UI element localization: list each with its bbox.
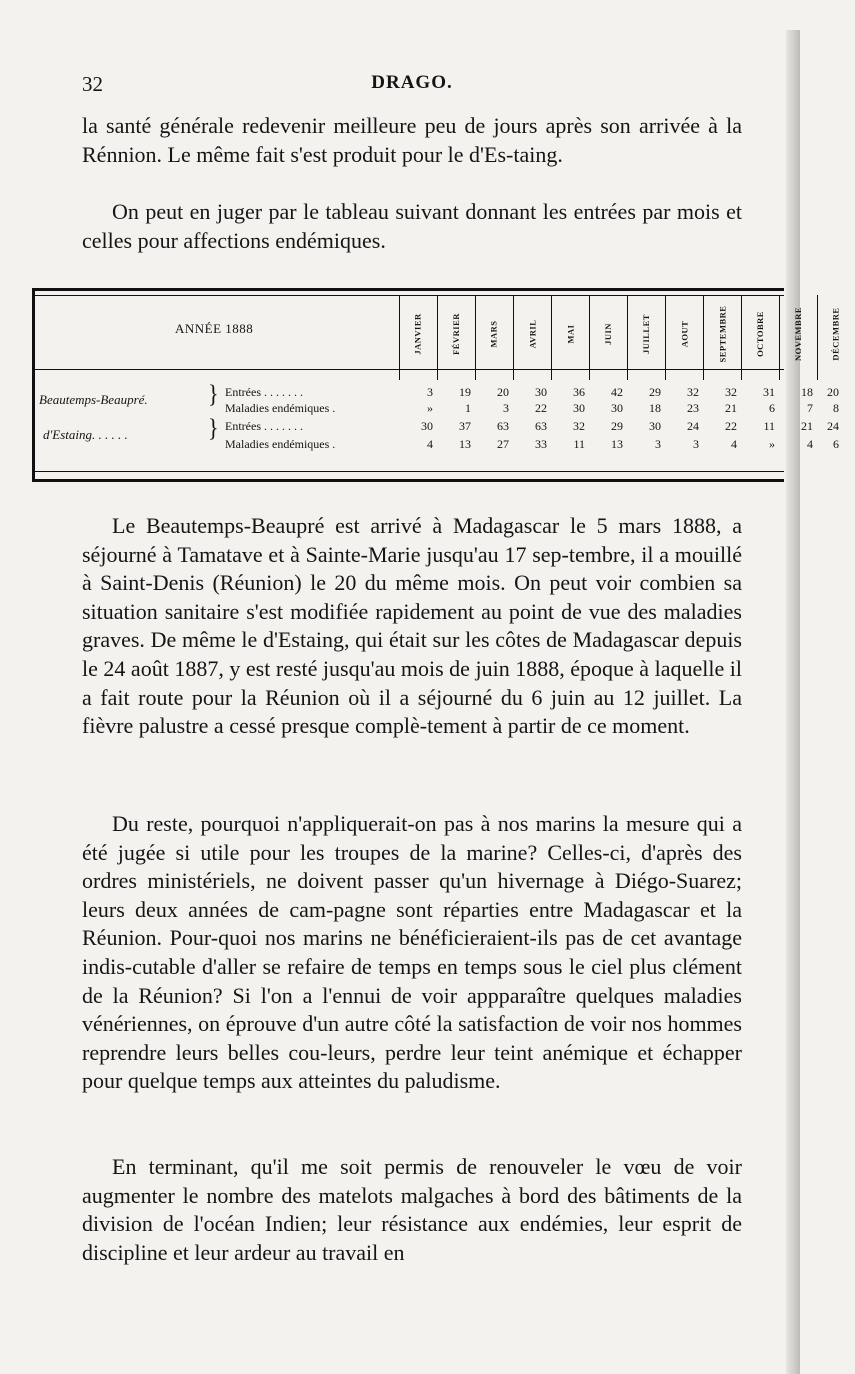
page-header: [82, 72, 742, 102]
month-header: [437, 301, 475, 367]
table-cell: 42: [611, 385, 623, 399]
page-number: 32: [82, 72, 103, 96]
paragraph-5: [82, 1153, 742, 1267]
month-header: [779, 301, 817, 367]
table-cell: 18: [649, 401, 661, 415]
table-cell: 22: [725, 419, 737, 433]
table-cell: 11: [573, 437, 585, 451]
table-cell: 30: [649, 419, 661, 433]
row-brace: }: [208, 413, 219, 442]
table-cell: 63: [535, 419, 547, 433]
paragraph-1: la santé générale redevenir meilleure peu de jours après son arrivée à la Rénnion. Le même fait s'est produit pour le d'Es-taing.: [82, 113, 742, 167]
month-header: [665, 301, 703, 367]
table-cell: 4: [427, 437, 433, 451]
month-header-label: NOVEMBRE: [793, 306, 803, 362]
table-cell: 13: [611, 437, 623, 451]
row-label: Maladies endémiques .: [225, 401, 336, 415]
paragraph-3-text: Le Beautemps-Beaupré est arrivé à Madagascar le 5 mars 1888, a séjourné à Tamatave et à Sainte-Marie jusqu'au 17 sep-tembre, il a mouillé à Saint-Denis (Réunion) le 20 du même mois. On peut voir combien sa situation sanitaire s'est modifiée rapidement au point de vue des maladies graves. De même le d'Estaing, qui était sur les côtes de Madagascar depuis le 24 août 1887, y est resté jusqu'au mois de juin 1888, époque à laquelle il a fait route pour la Réunion où il a séjourné du 6 juin au 12 juillet. La fièvre palustre a cessé presque complè-tement à partir de ce moment.: [82, 513, 742, 739]
month-header-label: AOUT: [679, 320, 689, 348]
month-header-label: MAI: [564, 324, 575, 344]
row-brace: }: [208, 379, 219, 408]
table-cell: 36: [573, 385, 585, 399]
month-header: [703, 301, 741, 367]
table-cell: 4: [807, 437, 813, 451]
table-cell: 22: [535, 401, 547, 415]
table-cell: 3: [503, 401, 509, 415]
table-cell: 30: [421, 419, 433, 433]
paragraph-4-text: Du reste, pourquoi n'appliquerait-on pas à nos marins la mesure qui a été jugée si utile pour les troupes de la marine? Celles-ci, d'après des ordres ministériels, ne doivent passer qu'un hivernage à Diégo-Suarez; leurs deux années de cam-pagne sont réparties entre Madagascar et la Réunion. Pour-quoi nos marins ne bénéficieraient-ils pas de cet avantage indis-cutable d'aller se refaire de temps en temps sous le ciel plus clément de la Réunion? Si l'on a l'ennui de voir appparaître quelques maladies vénériennes, on éprouve d'un autre côté la satisfaction de voir nos hommes reprendre leurs belles cou-leurs, perdre leur teint anémique et échapper pour quelque temps aux atteintes du paludisme.: [82, 811, 742, 1094]
table-cell: 19: [459, 385, 471, 399]
table-cell: 32: [687, 385, 699, 399]
table-cell: 21: [725, 401, 737, 415]
page-edge-shadow: [786, 30, 800, 1374]
month-header-label: SEPTEMBRE: [717, 305, 727, 363]
table-cell: 20: [497, 385, 509, 399]
month-header-label: JUIN: [603, 323, 613, 345]
month-header: [589, 301, 627, 367]
table-rule-header: [35, 369, 784, 370]
table-cell: 13: [459, 437, 471, 451]
row-label: Maladies endémiques .: [225, 437, 336, 451]
paragraph-3: [82, 512, 742, 741]
paragraph-2: [82, 198, 742, 255]
table-cell: 18: [801, 385, 813, 399]
table-cell: 3: [655, 437, 661, 451]
table-cell: 24: [687, 419, 699, 433]
table-cell: 20: [827, 385, 839, 399]
month-header-label: DÉCEMBRE: [831, 307, 841, 361]
running-title: DRAGO.: [371, 72, 453, 93]
paragraph-2-text: On peut en juger par le tableau suivant donnant les entrées par mois et celles pour affections endémiques.: [82, 199, 742, 253]
table-cell: »: [427, 401, 433, 415]
table-cell: 29: [649, 385, 661, 399]
month-header: [551, 301, 589, 367]
table-cell: 37: [459, 419, 471, 433]
month-header: [817, 301, 855, 367]
table-cell: 24: [827, 419, 839, 433]
table-cell: 8: [833, 401, 839, 415]
table-cell: 3: [427, 385, 433, 399]
table-cell: 31: [763, 385, 775, 399]
table-cell: 27: [497, 437, 509, 451]
table-cell: »: [769, 437, 775, 451]
table-rule-bottom: [35, 471, 784, 472]
table-cell: 32: [573, 419, 585, 433]
table-cell: 23: [687, 401, 699, 415]
admissions-table: [32, 288, 841, 482]
table-rule-top: [35, 295, 784, 296]
row-label: Entrées . . . . . . .: [225, 385, 303, 399]
table-cell: 63: [497, 419, 509, 433]
month-header-label: JUILLET: [641, 314, 651, 354]
table-cell: 32: [725, 385, 737, 399]
month-header-label: JANVIER: [413, 313, 423, 355]
month-header: [475, 301, 513, 367]
table-cell: 4: [731, 437, 737, 451]
paragraph-5-text: En terminant, qu'il me soit permis de renouveler le vœu de voir augmenter le nombre des matelots malgaches à bord des bâtiments de la division de l'océan Indien; leur résistance aux endémies, leur esprit de discipline et leur ardeur au travail en: [82, 1154, 742, 1265]
paragraph-4: [82, 810, 742, 1096]
table-cell: 1: [465, 401, 471, 415]
month-header: [627, 301, 665, 367]
month-header: [741, 301, 779, 367]
table-cell: 3: [693, 437, 699, 451]
month-header-label: OCTOBRE: [755, 311, 766, 357]
table-cell: 30: [611, 401, 623, 415]
month-header-label: AVRIL: [526, 319, 537, 349]
month-header-label: MARS: [489, 320, 499, 348]
ship-name: d'Estaing. . . . . .: [43, 427, 128, 442]
row-label: Entrées . . . . . . .: [225, 419, 303, 433]
table-cell: 6: [769, 401, 775, 415]
table-cell: 30: [535, 385, 547, 399]
table-cell: 30: [573, 401, 585, 415]
ship-name: Beautemps-Beaupré.: [39, 392, 148, 407]
table-cell: 21: [801, 419, 813, 433]
table-cell: 33: [535, 437, 547, 451]
table-cell: 6: [833, 437, 839, 451]
month-header: [513, 301, 551, 367]
month-header: [399, 301, 437, 367]
table-cell: 11: [763, 419, 775, 433]
table-cell: 29: [611, 419, 623, 433]
table-year-label: ANNÉE 1888: [175, 321, 254, 336]
table-cell: 7: [807, 401, 813, 415]
month-header-label: FÉVRIER: [451, 313, 462, 355]
